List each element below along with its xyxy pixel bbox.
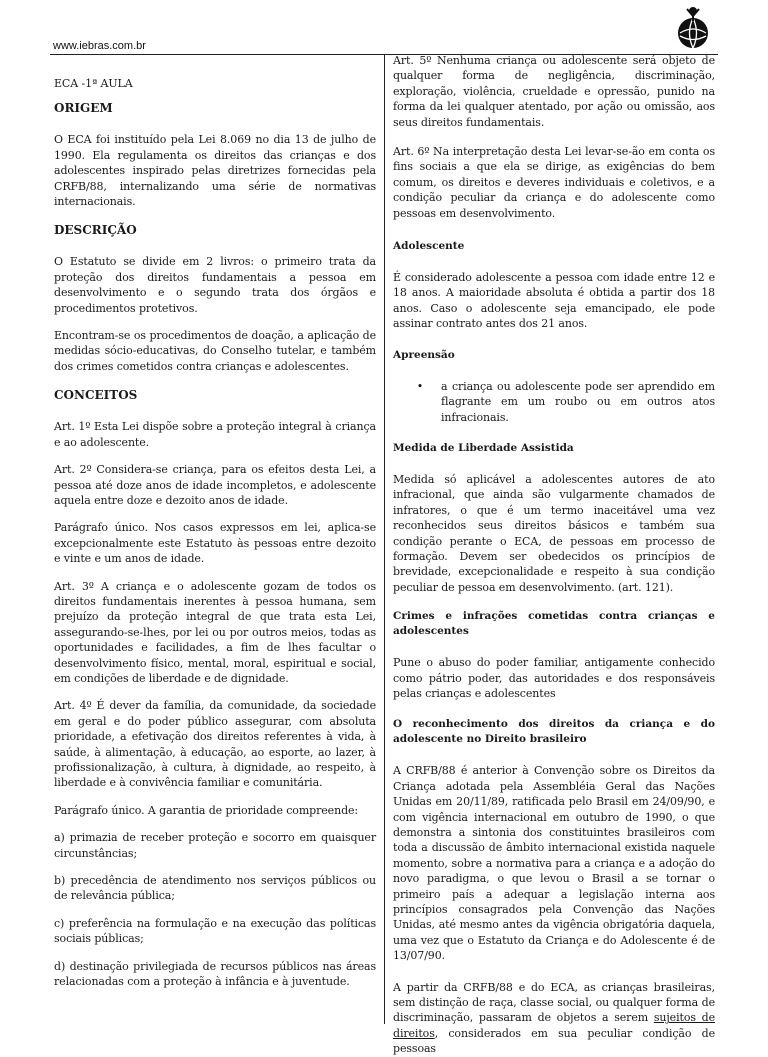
art1-text: Art. 1º Esta Lei dispõe sobre a proteção integral à criança e ao adolescente. (54, 420, 376, 449)
site-url[interactable]: www.iebras.com.br (53, 40, 146, 52)
reconhecimento-paragraph-2 (393, 980, 715, 1057)
art2-paragrafo: Parágrafo único. Nos casos expressos em lei, aplica-se excepcionalmente este Estatuto às pessoas entre dezoito e vinte e um anos de idade. (54, 521, 376, 566)
crimes-heading: Crimes e infrações cometidas contra crianças e adolescentes (393, 610, 715, 638)
sujeitos-de-direitos-link[interactable]: sujeitos de direitos (393, 1011, 715, 1040)
art4-paragrafo: Parágrafo único. A garantia de prioridade compreende: (54, 803, 359, 817)
medida-heading: Medida de Liberdade Assistida (393, 441, 574, 454)
adolescente-text: É considerado adolescente a pessoa com idade entre 12 e 18 anos. A maioridade absoluta é obtida a partir dos 18 anos. Caso o adolescente seja emancipado, ele pode assinar contrato antes dos 21 anos. (393, 271, 715, 331)
descricao-paragraph-2: Encontram-se os procedimentos de doação, a aplicação de medidas sócio-educativas, do Conselho tutelar, e também dos crimes cometidos contra crianças e adolescentes. (54, 329, 376, 373)
descricao-paragraph-1: O Estatuto se divide em 2 livros: o primeiro trata da proteção dos direitos fundamentais a pessoa em desenvolvimento e o segundo trata dos órgãos e procedimentos protetivos. (54, 255, 376, 315)
crimes-text: Pune o abuso do poder familiar, antigamente conhecido como pátrio poder, das autoridades e dos responsáveis pelas crianças e adolescentes (393, 656, 715, 700)
item-d: d) destinação privilegiada de recursos públicos nas áreas relacionadas com a proteção à infância e à juventude. (54, 959, 376, 989)
reconhecimento-p2-start: A partir da CRFB/88 e do ECA, as crianças brasileiras, sem distinção de raça, classe social, ou qualquer forma de discriminação, passaram de objetos a serem (393, 980, 715, 1025)
reconhecimento-heading: O reconhecimento dos direitos da criança e do adolescente no Direito brasileiro (393, 718, 715, 746)
reconhecimento-p2-end: , considerados em sua peculiar condição de pessoas (393, 1026, 715, 1056)
apreensao-bullet-item (393, 379, 715, 425)
item-b: b) precedência de atendimento nos serviços públicos ou de relevância pública; (54, 874, 376, 903)
origem-text: O ECA foi instituído pela Lei 8.069 no dia 13 de julho de 1990. Ela regulamenta os direitos das crianças e dos adolescentes inspirado pelas diretrizes fornecidas pela CRFB/88, internalizando uma série de normativas internacionais. (54, 133, 376, 209)
art4-text: Art. 4º É dever da família, da comunidade, da sociedade em geral e do poder público assegurar, com absoluta prioridade, a efetivação dos direitos referentes à vida, à saúde, à alimentação, à educação, ao esporte, ao lazer, à profissionalização, à cultura, à dignidade, ao respeito, à liberdade e à convivência familiar e comunitária. (54, 699, 376, 790)
apreensao-bullet-text: a criança ou adolescente pode ser aprendido em flagrante em um roubo ou em outros atos infracionais. (441, 379, 715, 424)
art6-text: Art. 6º Na interpretação desta Lei levar-se-ão em conta os fins sociais a que ela se dirige, as exigências do bem comum, os direitos e deveres individuais e coletivos, e a condição peculiar da criança e do adolescente como pessoas em desenvolvimento. (393, 145, 715, 220)
item-c: c) preferência na formulação e na execução das políticas sociais públicas; (54, 916, 376, 946)
conceitos-heading: CONCEITOS (54, 388, 138, 403)
art3-text: Art. 3º A criança e o adolescente gozam de todos os direitos fundamentais inerentes à pessoa humana, sem prejuízo da proteção integral de que trata esta Lei, assegurando-se-lhes, por lei ou por outros meios, todas as oportunidades e facilidades, a fim de lhes facultar o desenvolvimento físico, mental, moral, espiritual e social, em condições de liberdade e de dignidade. (54, 579, 376, 685)
globe-figure-logo-icon (668, 3, 718, 53)
right-column (393, 53, 715, 1057)
item-a: a) primazia de receber proteção e socorro em quaisquer circunstâncias; (54, 831, 376, 860)
bullet-icon: • (416, 379, 424, 393)
lesson-title: ECA -1ª AULA (54, 77, 133, 90)
medida-text: Medida só aplicável a adolescentes autores de ato infracional, que ainda são vulgarmente chamados de infratores, o que é um termo inaceitável uma vez reconhecidos seus direitos básicos e também sua condição perante o ECA, de pessoas em processo de formação. Devem ser obedecidos os princípios de brevidade, excepcionalidade e respeito à sua condição peculiar de pessoa em desenvolvimento. (art. 121). (393, 472, 715, 594)
art5-text: Art. 5º Nenhuma criança ou adolescente será objeto de qualquer forma de negligência, discriminação, exploração, violência, crueldade e opressão, punido na forma da lei qualquer atentado, por ação ou omissão, aos seus direitos fundamentais. (393, 54, 715, 129)
column-divider (384, 54, 385, 1024)
adolescente-heading: Adolescente (393, 240, 465, 253)
descricao-heading: DESCRIÇÃO (54, 223, 137, 238)
left-column (54, 76, 376, 989)
art2-text: Art. 2º Considera-se criança, para os efeitos desta Lei, a pessoa até doze anos de idade incompletos, e adolescente aquela entre doze e dezoito anos de idade. (54, 463, 376, 507)
reconhecimento-paragraph-1: A CRFB/88 é anterior à Convenção sobre os Direitos da Criança adotada pela Assembléia Geral das Nações Unidas em 20/11/89, ratificada pelo Brasil em 24/09/90, e com vigência internacional em outubro de 1990, o que demonstra a sintonia dos constituintes brasileiros com toda a discussão de âmbito internacional existida naquele momento, sobre a normativa para a criança e a adoção do novo paradigma, o que levou o Brasil a se tornar o primeiro país a adequar a legislação interna aos princípios consagrados pela Convenção das Nações Unidas, até mesmo antes da vigência obrigatória daquela, uma vez que o Estatuto da Criança e do Adolescente é de 13/07/90. (393, 764, 715, 963)
origem-heading: ORIGEM (54, 101, 113, 116)
apreensao-heading: Apreensão (393, 348, 455, 361)
